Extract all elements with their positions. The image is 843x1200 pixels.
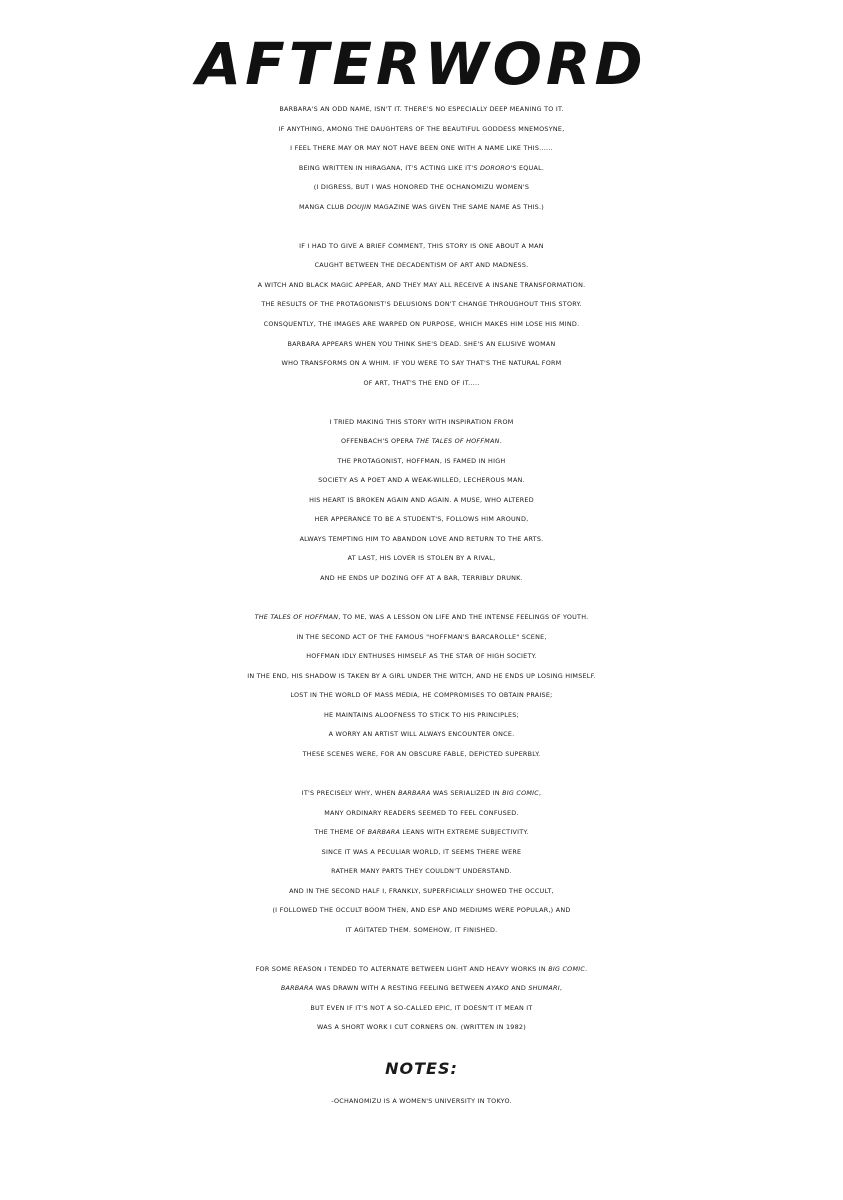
text-segment: THESE SCENES WERE, FOR AN OBSCURE FABLE, DEPICTED SUPERBLY. <box>302 749 541 758</box>
notes-list <box>0 1092 843 1112</box>
text-segment: HE MAINTAINS ALOOFNESS TO STICK TO HIS PRINCIPLES; <box>323 710 520 719</box>
text-segment: HIS HEART IS BROKEN AGAIN AND AGAIN. A MUSE, WHO ALTERED <box>309 495 534 504</box>
italic-title-text: THE TALES OF HOFFMAN <box>415 437 500 446</box>
text-line <box>0 862 843 882</box>
text-segment: CONSQUENTLY, THE IMAGES ARE WARPED ON PURPOSE, WHICH MAKES HIM LOSE HIS MIND. <box>263 319 580 328</box>
text-segment: ALWAYS TEMPTING HIM TO ABANDON LOVE AND RETURN TO THE ARTS. <box>299 534 544 543</box>
text-segment: WHO TRANSFORMS ON A WHIM. IF YOU WERE TO SAY THAT'S THE NATURAL FORM <box>281 359 562 368</box>
italic-title-text: BARBARA <box>280 984 314 993</box>
text-line <box>0 667 843 687</box>
text-line <box>0 139 843 159</box>
text-segment: WAS SERIALIZED IN <box>430 788 503 797</box>
text-line <box>0 100 843 120</box>
text-line <box>0 784 843 804</box>
italic-title-text: BIG COMIC <box>548 964 586 973</box>
text-segment: BEING WRITTEN IN HIRAGANA, IT'S ACTING LIKE IT'S <box>298 163 480 172</box>
text-line <box>0 979 843 999</box>
text-line <box>0 647 843 667</box>
italic-title-text: BIG COMIC <box>502 788 539 797</box>
italic-title-text: DOUJIN <box>346 202 372 211</box>
text-segment: CAUGHT BETWEEN THE DECADENTISM OF ART AND MADNESS. <box>314 261 529 270</box>
text-line <box>0 295 843 315</box>
text-segment: IF I HAD TO GIVE A BRIEF COMMENT, THIS STORY IS ONE ABOUT A MAN <box>299 241 544 250</box>
text-segment: RATHER MANY PARTS THEY COULDN'T UNDERSTAND. <box>331 867 512 876</box>
notes-heading: NOTES: <box>385 1058 458 1078</box>
text-segment: I TRIED MAKING THIS STORY WITH INSPIRATION FROM <box>329 417 514 426</box>
text-line <box>0 804 843 824</box>
text-line <box>0 960 843 980</box>
text-segment: IF ANYTHING, AMONG THE DAUGHTERS OF THE BEAUTIFUL GODDESS MNEMOSYNE, <box>278 124 565 133</box>
text-line <box>0 237 843 257</box>
text-segment: BARBARA'S AN ODD NAME, ISN'T IT. THERE'S NO ESPECIALLY DEEP MEANING TO IT. <box>279 105 564 113</box>
text-segment: SOCIETY AS A POET AND A WEAK-WILLED, LECHEROUS MAN. <box>318 476 525 485</box>
italic-title-text: AYAKO <box>486 984 509 993</box>
text-line <box>0 745 843 765</box>
text-line <box>0 823 843 843</box>
text-segment: BARBARA APPEARS WHEN YOU THINK SHE'S DEAD. SHE'S AN ELUSIVE WOMAN <box>287 339 556 348</box>
text-line <box>0 706 843 726</box>
text-line <box>0 530 843 550</box>
text-line <box>0 256 843 276</box>
text-segment: MANY ORDINARY READERS SEEMED TO FEEL CONFUSED. <box>324 808 519 817</box>
text-line <box>0 432 843 452</box>
text-line <box>0 608 843 628</box>
text-line <box>0 686 843 706</box>
text-segment: IN THE END, HIS SHADOW IS TAKEN BY A GIRL UNDER THE WITCH, AND HE ENDS UP LOSING HIMSELF. <box>247 671 596 680</box>
text-line <box>0 549 843 569</box>
text-segment: THE PROTAGONIST, HOFFMAN, IS FAMED IN HIGH <box>337 456 506 465</box>
text-line <box>0 1018 843 1038</box>
text-line <box>0 901 843 921</box>
afterword-paragraph <box>0 237 843 393</box>
afterword-paragraph <box>0 960 843 1038</box>
text-segment: IT'S PRECISELY WHY, WHEN <box>301 788 399 797</box>
text-segment: (I DIGRESS, BUT I WAS HONORED THE OCHANOMIZU WOMEN'S <box>313 183 530 192</box>
text-line <box>0 725 843 745</box>
text-line <box>0 276 843 296</box>
page-title: AFTERWORD <box>196 30 647 98</box>
italic-title-text: SHUMARI <box>528 984 560 993</box>
text-segment: AND HE ENDS UP DOZING OFF AT A BAR, TERRIBLY DRUNK. <box>320 574 523 583</box>
italic-title-text: BARBARA <box>398 788 431 797</box>
text-line <box>0 491 843 511</box>
text-line <box>0 843 843 863</box>
text-segment: SINCE IT WAS A PECULIAR WORLD, IT SEEMS THERE WERE <box>321 847 522 856</box>
text-segment: OF ART, THAT'S THE END OF IT..... <box>363 378 480 387</box>
text-line <box>0 510 843 530</box>
italic-title-text: BARBARA <box>367 828 401 837</box>
text-segment: LEANS WITH EXTREME SUBJECTIVITY. <box>400 828 529 837</box>
italic-title-text: DORORO <box>479 163 511 172</box>
text-segment: AT LAST, HIS LOVER IS STOLEN BY A RIVAL, <box>347 554 496 563</box>
text-line <box>0 374 843 394</box>
text-segment: (I FOLLOWED THE OCCULT BOOM THEN, AND ESP AND MEDIUMS WERE POPULAR,) AND <box>272 906 571 915</box>
text-segment: IN THE SECOND ACT OF THE FAMOUS "HOFFMAN'S BARCAROLLE" SCENE, <box>296 632 547 641</box>
text-segment: WAS DRAWN WITH A RESTING FEELING BETWEEN <box>313 984 487 993</box>
text-line <box>0 198 843 218</box>
text-segment: A WORRY AN ARTIST WILL ALWAYS ENCOUNTER ONCE. <box>328 730 515 739</box>
text-line <box>0 452 843 472</box>
text-segment: . <box>585 964 588 973</box>
text-line <box>0 628 843 648</box>
text-line <box>0 354 843 374</box>
text-segment: , TO ME, WAS A LESSON ON LIFE AND THE INTENSE FEELINGS OF YOUTH. <box>338 613 589 622</box>
text-line <box>0 882 843 902</box>
text-segment: MANGA CLUB <box>298 202 347 211</box>
afterword-paragraph <box>0 413 843 589</box>
text-line <box>0 569 843 589</box>
text-segment: OFFENBACH'S OPERA <box>340 437 416 446</box>
text-line <box>0 159 843 179</box>
text-line <box>0 120 843 140</box>
text-segment: , <box>538 788 542 797</box>
afterword-body <box>0 100 843 1038</box>
text-segment: THE THEME OF <box>314 828 368 837</box>
text-line <box>0 471 843 491</box>
text-line <box>0 178 843 198</box>
text-segment: LOST IN THE WORLD OF MASS MEDIA, HE COMPROMISES TO OBTAIN PRAISE; <box>290 691 553 700</box>
text-segment: THE RESULTS OF THE PROTAGONIST'S DELUSIONS DON'T CHANGE THROUGHOUT THIS STORY. <box>261 300 582 309</box>
text-segment: BUT EVEN IF IT'S NOT A SO-CALLED EPIC, IT DOESN'T IT MEAN IT <box>310 1003 533 1012</box>
afterword-paragraph <box>0 100 843 217</box>
text-segment: HER APPERANCE TO BE A STUDENT'S, FOLLOWS HIM AROUND, <box>314 515 529 524</box>
text-line <box>0 315 843 335</box>
text-line <box>0 999 843 1019</box>
afterword-paragraph <box>0 608 843 764</box>
italic-title-text: THE TALES OF HOFFMAN <box>254 613 339 622</box>
text-segment: I FEEL THERE MAY OR MAY NOT HAVE BEEN ONE WITH A NAME LIKE THIS...... <box>290 144 553 153</box>
afterword-paragraph <box>0 784 843 940</box>
text-segment: AND <box>508 984 529 993</box>
text-segment: 'S EQUAL. <box>510 163 545 172</box>
text-line <box>0 335 843 355</box>
text-segment: . <box>499 437 502 446</box>
text-segment: A WITCH AND BLACK MAGIC APPEAR, AND THEY MAY ALL RECEIVE A INSANE TRANSFORMATION. <box>257 280 586 289</box>
text-segment: FOR SOME REASON I TENDED TO ALTERNATE BETWEEN LIGHT AND HEAVY WORKS IN <box>255 964 549 973</box>
text-segment: MAGAZINE WAS GIVEN THE SAME NAME AS THIS.) <box>371 202 545 211</box>
text-segment: AND IN THE SECOND HALF I, FRANKLY, SUPERFICIALLY SHOWED THE OCCULT, <box>289 886 554 895</box>
note-item: -OCHANOMIZU IS A WOMEN'S UNIVERSITY IN TOKYO. <box>331 1096 512 1105</box>
text-segment: WAS A SHORT WORK I CUT CORNERS ON. (WRITTEN IN 1982) <box>317 1023 526 1032</box>
text-line <box>0 921 843 941</box>
text-segment: , <box>559 984 563 993</box>
text-line <box>0 413 843 433</box>
text-segment: HOFFMAN IDLY ENTHUSES HIMSELF AS THE STAR OF HIGH SOCIETY. <box>306 652 537 661</box>
text-segment: IT AGITATED THEM. SOMEHOW, IT FINISHED. <box>345 925 498 934</box>
